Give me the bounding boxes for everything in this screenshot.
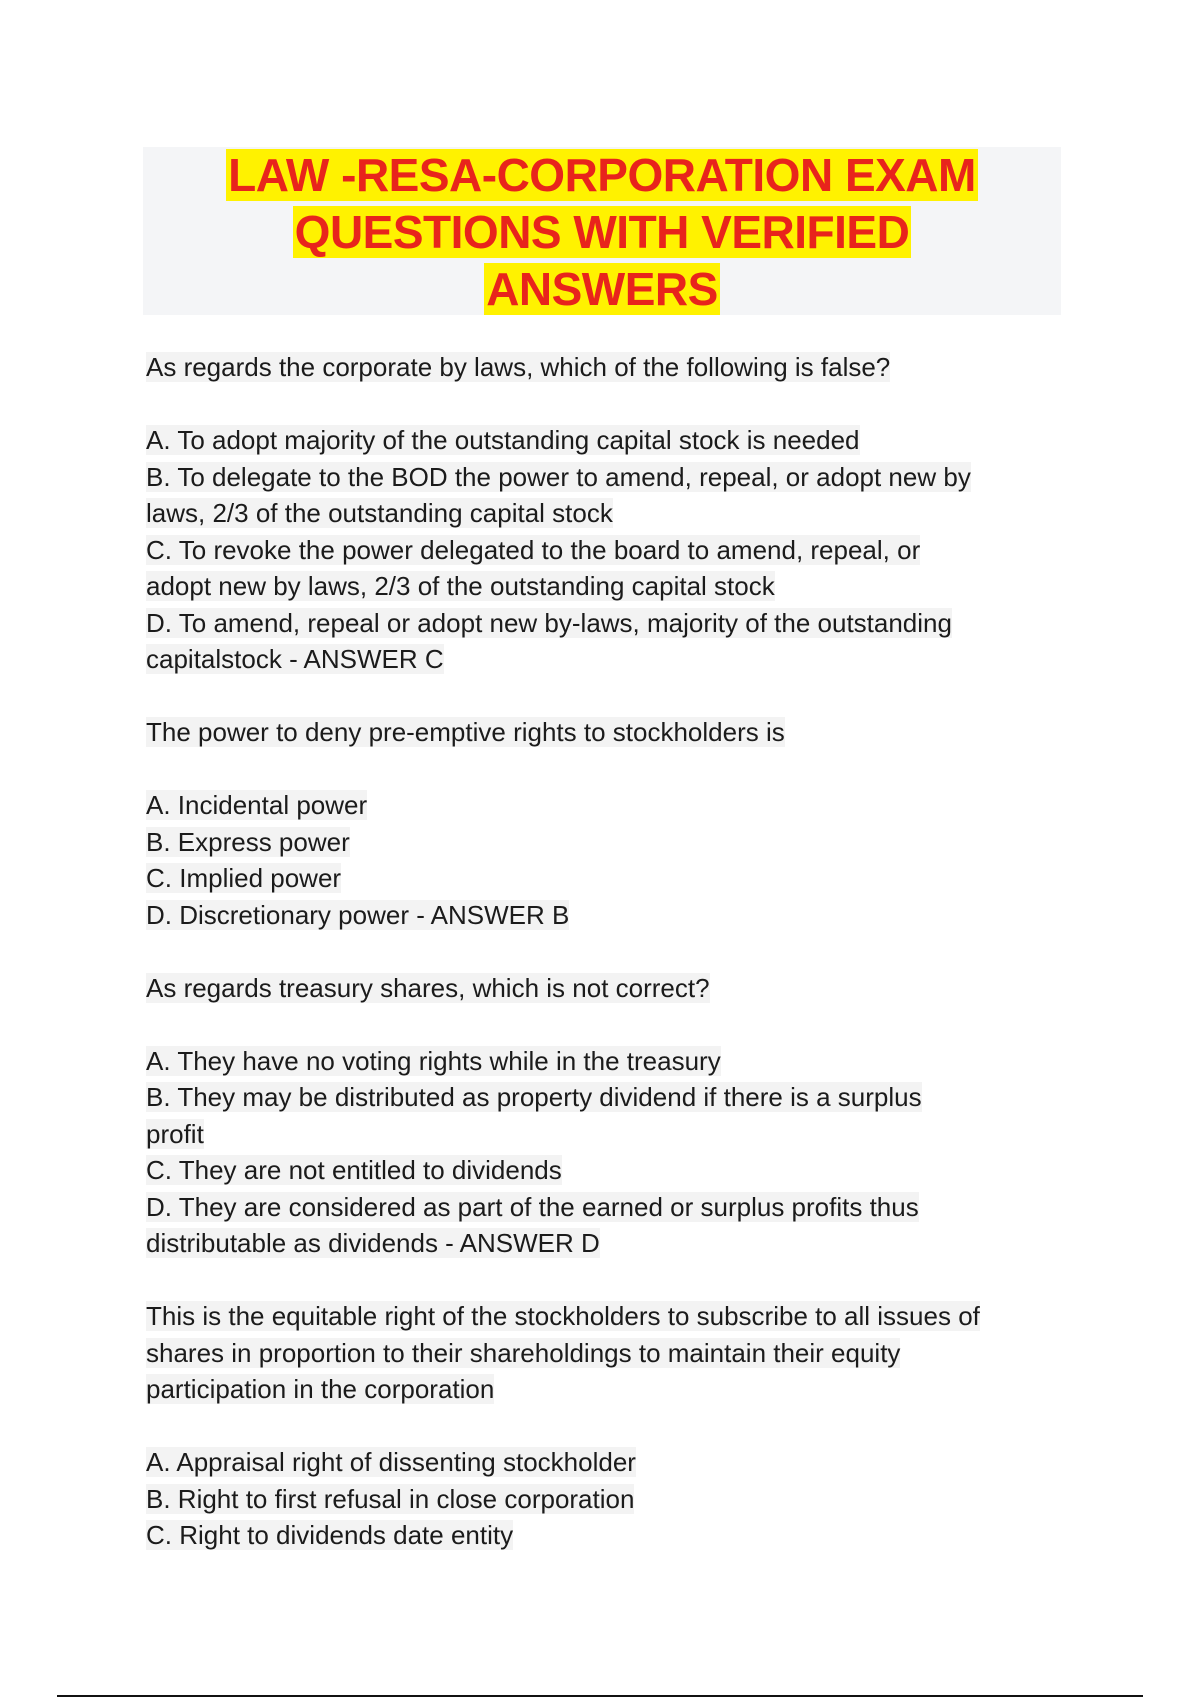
question-prompt: The power to deny pre-emptive rights to stockholders is: [146, 717, 785, 747]
question-prompt: shares in proportion to their shareholdings to maintain their equity: [146, 1337, 901, 1368]
answer-option: C. Implied power: [146, 863, 342, 893]
spacer: [146, 1408, 1062, 1445]
title-line: LAW -RESA-CORPORATION EXAM: [228, 149, 976, 201]
answer-option: A. Appraisal right of dissenting stockholder: [146, 1447, 636, 1477]
question-prompt: This is the equitable right of the stockholders to subscribe to all issues of: [146, 1301, 980, 1331]
answer-option: B. Express power: [146, 826, 350, 857]
answer-option: C. Right to dividends date entity: [146, 1520, 514, 1550]
answer-option: B. Right to first refusal in close corporation: [146, 1483, 635, 1514]
spacer: [146, 678, 1062, 715]
answer-option: A. Incidental power: [146, 790, 368, 820]
answer-option: B. To delegate to the BOD the power to amend, repeal, or adopt new by: [146, 461, 971, 492]
answer-option: profit: [146, 1118, 204, 1149]
document-title: [143, 147, 1061, 315]
spacer: [146, 933, 1062, 970]
answer-option: B. They may be distributed as property dividend if there is a surplus: [146, 1082, 922, 1112]
spacer: [146, 386, 1062, 423]
answer-option: A. They have no voting rights while in the treasury: [146, 1045, 721, 1076]
footer-rule: [57, 1695, 1143, 1697]
question-block: [146, 970, 1062, 1299]
spacer: [146, 1262, 1062, 1299]
question-block: [146, 349, 1062, 714]
answer-option: capitalstock - ANSWER C: [146, 644, 444, 674]
answer-option: D. To amend, repeal or adopt new by-laws, majority of the outstanding: [146, 607, 952, 638]
answer-option: D. Discretionary power - ANSWER B: [146, 899, 570, 930]
answer-option: distributable as dividends - ANSWER D: [146, 1228, 600, 1258]
answer-option: A. To adopt majority of the outstanding capital stock is needed: [146, 425, 860, 455]
question-prompt: As regards treasury shares, which is not correct?: [146, 972, 710, 1003]
answer-option: adopt new by laws, 2/3 of the outstanding capital stock: [146, 571, 775, 601]
answer-option: D. They are considered as part of the earned or surplus profits thus: [146, 1191, 919, 1222]
question-block: [146, 714, 1062, 970]
spacer: [146, 751, 1062, 788]
spacer: [146, 1006, 1062, 1043]
question-block: [146, 1298, 1062, 1554]
question-prompt: participation in the corporation: [146, 1374, 495, 1404]
answer-option: C. They are not entitled to dividends: [146, 1155, 562, 1185]
title-line: QUESTIONS WITH VERIFIED: [294, 206, 910, 258]
question-prompt: As regards the corporate by laws, which of the following is false?: [146, 352, 891, 382]
title-line: ANSWERS: [486, 263, 718, 315]
answer-option: C. To revoke the power delegated to the board to amend, repeal, or: [146, 534, 921, 565]
question-list: [146, 349, 1062, 1554]
answer-option: laws, 2/3 of the outstanding capital stock: [146, 498, 613, 528]
